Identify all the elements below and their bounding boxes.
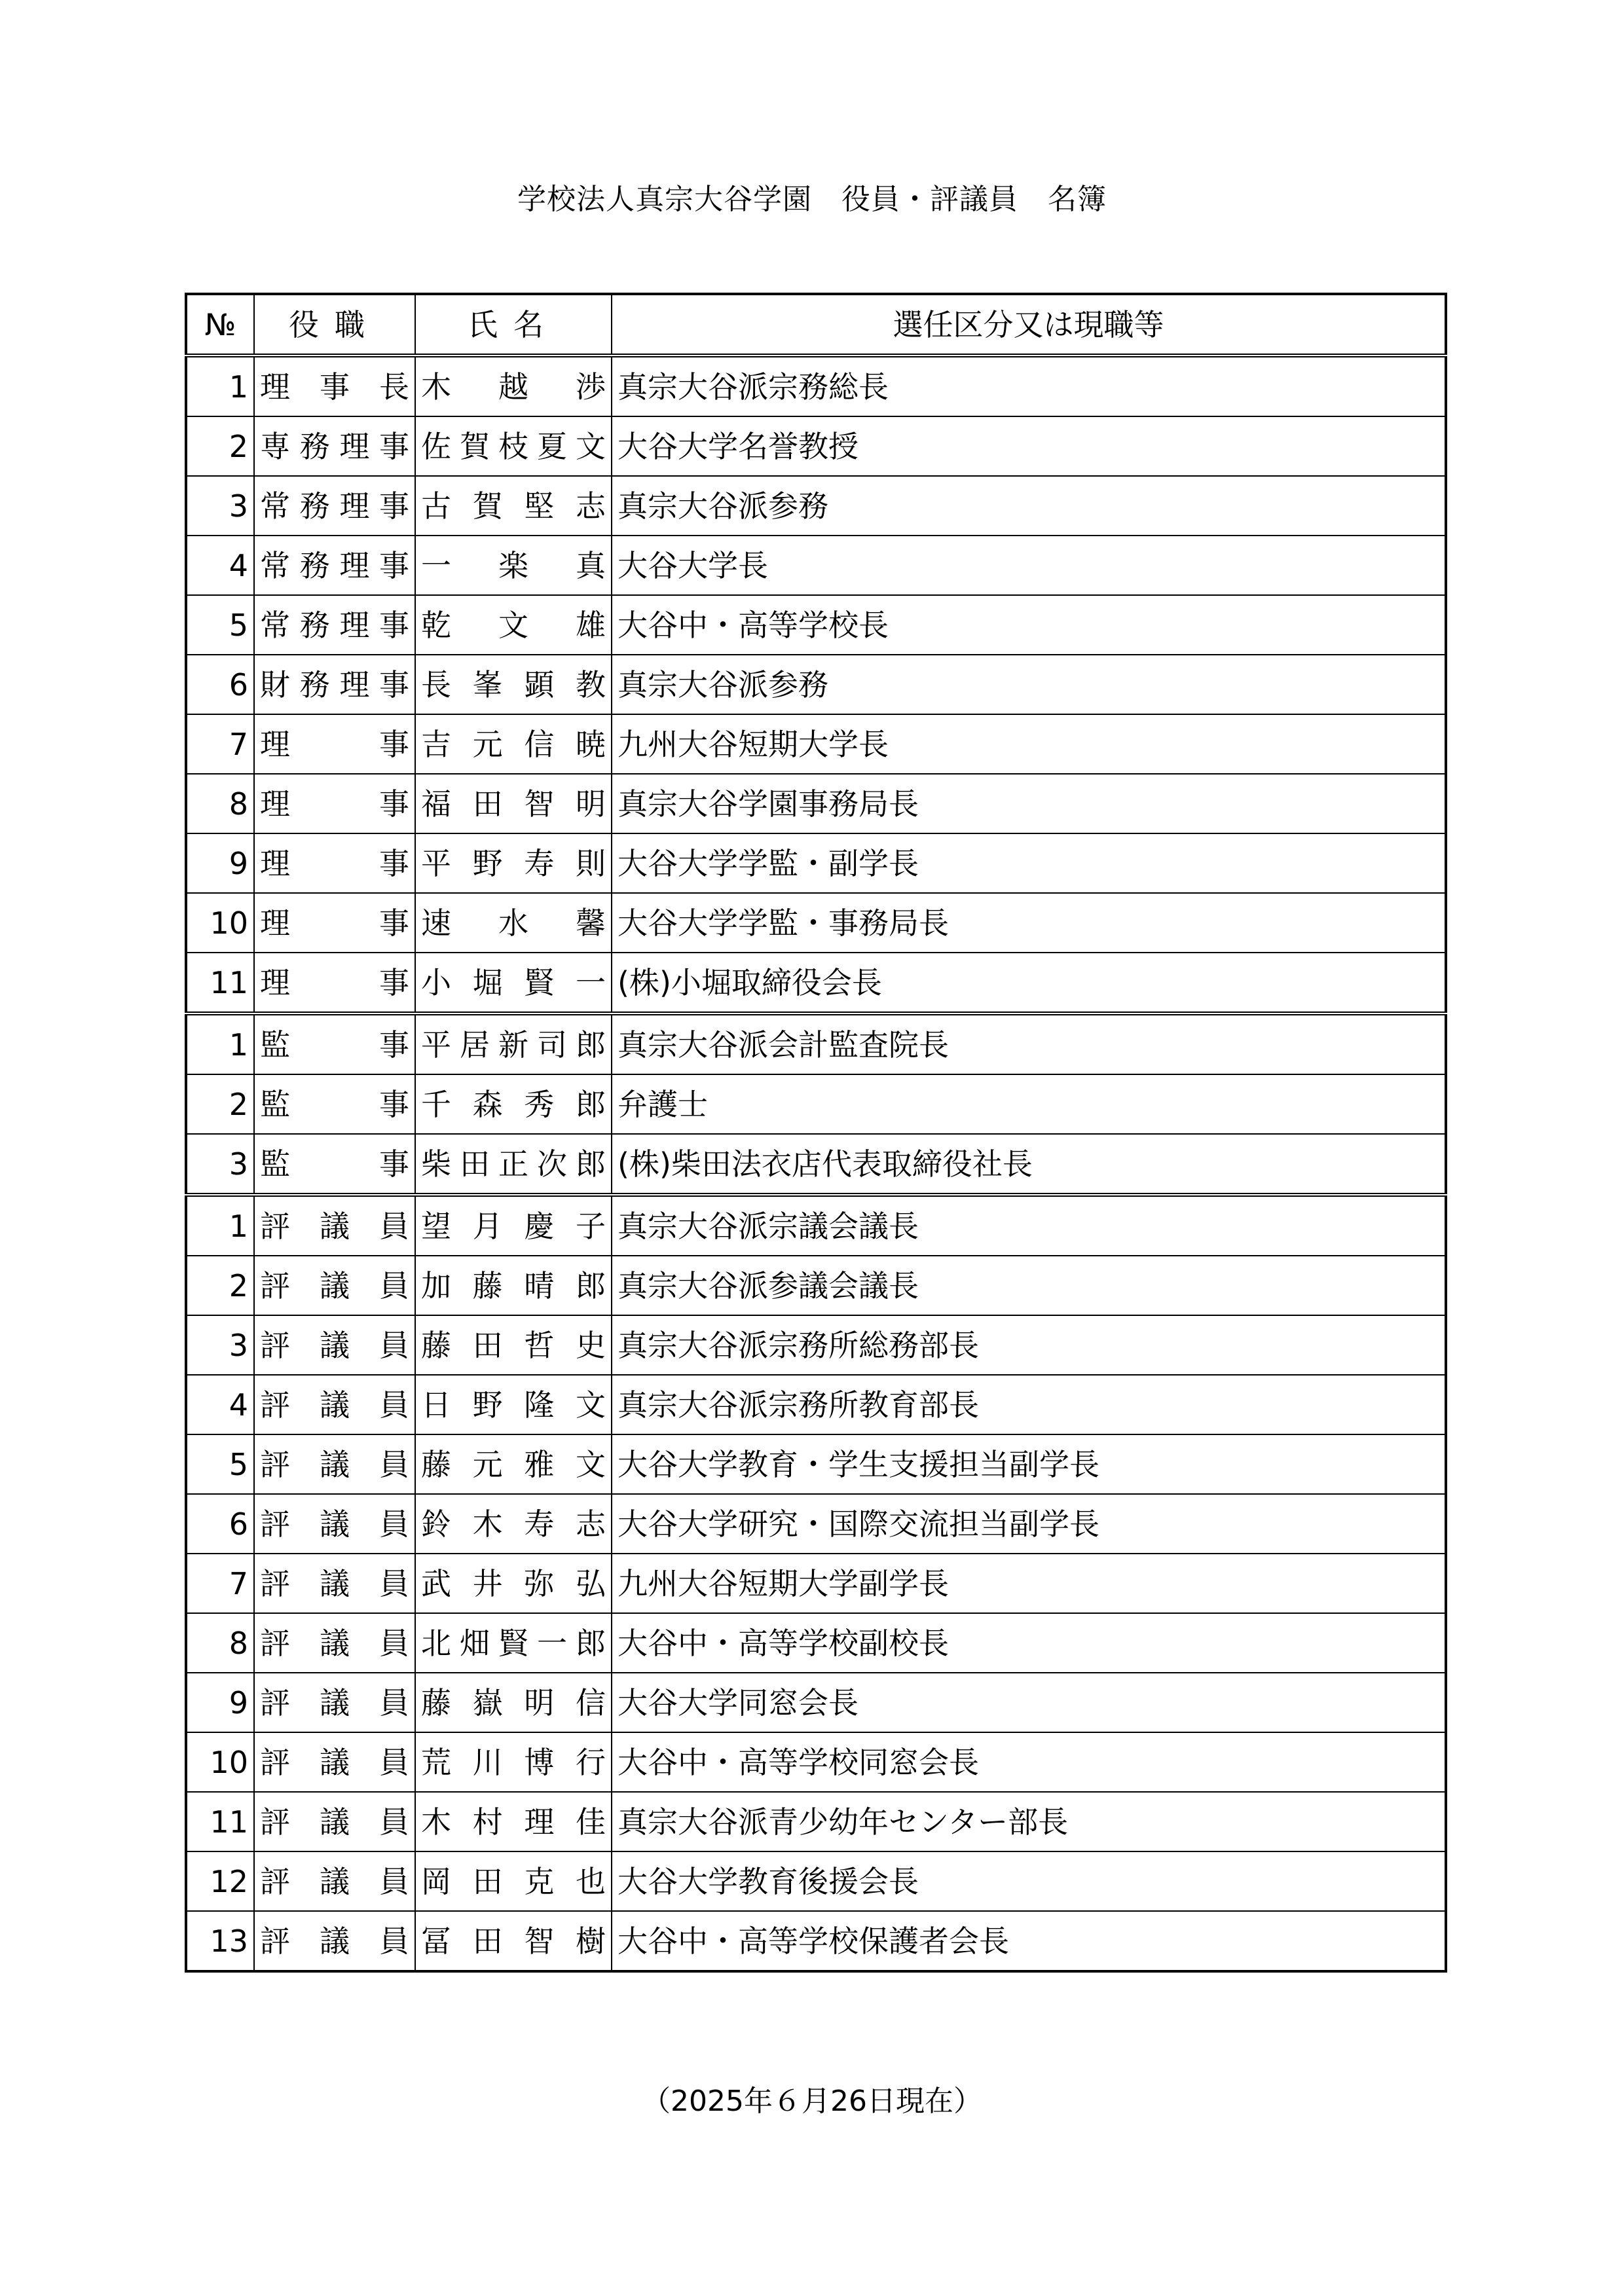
row-position: 真宗大谷派参務 [612,476,1446,536]
row-number: 13 [186,1911,254,1971]
row-name: 佐賀枝夏文 [415,416,612,476]
table-row [186,1851,1446,1911]
row-role: 評議員 [254,1434,415,1494]
row-role: 常務理事 [254,536,415,595]
row-role: 理事長 [254,355,415,416]
row-name: 藤元雅文 [415,1434,612,1494]
row-role: 監事 [254,1074,415,1134]
row-number: 6 [186,655,254,714]
row-position: 九州大谷短期大学長 [612,714,1446,774]
table-row [186,1494,1446,1554]
row-position: 真宗大谷派参議会議長 [612,1256,1446,1315]
row-role: 理事 [254,833,415,893]
row-role: 理事 [254,714,415,774]
row-role: 評議員 [254,1256,415,1315]
row-number: 3 [186,476,254,536]
row-role: 常務理事 [254,595,415,655]
row-position: 大谷中・高等学校長 [612,595,1446,655]
row-name: 日野隆文 [415,1375,612,1434]
row-name: 岡田克也 [415,1851,612,1911]
row-name: 長峯顕教 [415,655,612,714]
table-row [186,1315,1446,1375]
table-row [186,774,1446,833]
table-row [186,1732,1446,1792]
row-position: 真宗大谷学園事務局長 [612,774,1446,833]
table-row [186,355,1446,416]
row-position: 大谷大学同窓会長 [612,1673,1446,1732]
row-name: 速水馨 [415,893,612,953]
row-number: 5 [186,595,254,655]
row-number: 1 [186,1013,254,1074]
header-desc: 選任区分又は現職等 [612,294,1446,355]
row-number: 2 [186,1074,254,1134]
row-name: 小堀賢一 [415,953,612,1013]
row-name: 乾文雄 [415,595,612,655]
header-no: № [186,294,254,355]
row-name: 藤嶽明信 [415,1673,612,1732]
row-role: 評議員 [254,1673,415,1732]
row-number: 1 [186,355,254,416]
row-number: 6 [186,1494,254,1554]
row-role: 評議員 [254,1195,415,1256]
row-role: 評議員 [254,1732,415,1792]
row-number: 9 [186,833,254,893]
table-body [186,355,1446,1971]
row-name: 一楽真 [415,536,612,595]
row-position: 真宗大谷派参務 [612,655,1446,714]
row-role: 評議員 [254,1851,415,1911]
row-position: 大谷大学長 [612,536,1446,595]
table-row [186,953,1446,1013]
row-position: 大谷大学研究・国際交流担当副学長 [612,1494,1446,1554]
row-position: 真宗大谷派宗務所教育部長 [612,1375,1446,1434]
table-row [186,1673,1446,1732]
row-name: 藤田哲史 [415,1315,612,1375]
row-role: 専務理事 [254,416,415,476]
row-position: 真宗大谷派青少幼年センター部長 [612,1792,1446,1851]
row-position: 大谷大学学監・副学長 [612,833,1446,893]
row-role: 評議員 [254,1911,415,1971]
row-position: 真宗大谷派宗議会議長 [612,1195,1446,1256]
row-position: 大谷大学教育・学生支援担当副学長 [612,1434,1446,1494]
row-name: 千森秀郎 [415,1074,612,1134]
row-number: 11 [186,953,254,1013]
row-role: 評議員 [254,1613,415,1673]
row-number: 10 [186,1732,254,1792]
row-number: 2 [186,416,254,476]
row-name: 木村理佳 [415,1792,612,1851]
row-name: 吉元信暁 [415,714,612,774]
row-number: 8 [186,774,254,833]
table-row [186,595,1446,655]
row-position: 大谷大学名誉教授 [612,416,1446,476]
row-number: 9 [186,1673,254,1732]
row-role: 常務理事 [254,476,415,536]
row-name: 平野寿則 [415,833,612,893]
header-role: 役職 [254,294,415,355]
table-row [186,536,1446,595]
row-position: 真宗大谷派宗務総長 [612,355,1446,416]
table-row [186,1792,1446,1851]
roster-table [185,293,1447,1973]
row-position: (株)柴田法衣店代表取締役社長 [612,1134,1446,1195]
row-name: 武井弥弘 [415,1554,612,1613]
table-row [186,1256,1446,1315]
row-number: 4 [186,1375,254,1434]
row-number: 2 [186,1256,254,1315]
row-position: 大谷大学学監・事務局長 [612,893,1446,953]
as-of-date: （2025年６月26日現在） [642,2085,982,2118]
table-row [186,476,1446,536]
row-role: 評議員 [254,1315,415,1375]
row-role: 財務理事 [254,655,415,714]
header-row [186,294,1446,355]
page-title: 学校法人真宗大谷学園 役員・評議員 名簿 [517,183,1107,216]
row-role: 監事 [254,1013,415,1074]
row-role: 監事 [254,1134,415,1195]
table-row [186,1134,1446,1195]
table-row [186,833,1446,893]
table-row [186,893,1446,953]
table-row [186,1195,1446,1256]
row-position: 大谷中・高等学校副校長 [612,1613,1446,1673]
row-position: 真宗大谷派会計監査院長 [612,1013,1446,1074]
row-number: 3 [186,1315,254,1375]
row-number: 1 [186,1195,254,1256]
row-position: 大谷中・高等学校同窓会長 [612,1732,1446,1792]
table-row [186,1554,1446,1613]
row-number: 11 [186,1792,254,1851]
row-number: 5 [186,1434,254,1494]
table-row [186,1013,1446,1074]
table-row [186,416,1446,476]
row-name: 平居新司郎 [415,1013,612,1074]
table-row [186,1434,1446,1494]
row-number: 7 [186,1554,254,1613]
row-position: 弁護士 [612,1074,1446,1134]
table-row [186,1074,1446,1134]
row-role: 理事 [254,774,415,833]
table-row [186,655,1446,714]
row-name: 加藤晴郎 [415,1256,612,1315]
row-role: 評議員 [254,1554,415,1613]
row-position: 大谷大学教育後援会長 [612,1851,1446,1911]
row-name: 木越渉 [415,355,612,416]
row-name: 冨田智樹 [415,1911,612,1971]
row-role: 理事 [254,893,415,953]
row-name: 望月慶子 [415,1195,612,1256]
row-position: (株)小堀取締役会長 [612,953,1446,1013]
table-header [186,294,1446,355]
table-row [186,714,1446,774]
row-number: 4 [186,536,254,595]
row-role: 理事 [254,953,415,1013]
row-position: 九州大谷短期大学副学長 [612,1554,1446,1613]
row-position: 大谷中・高等学校保護者会長 [612,1911,1446,1971]
table-row [186,1375,1446,1434]
row-role: 評議員 [254,1494,415,1554]
header-name: 氏名 [415,294,612,355]
row-position: 真宗大谷派宗務所総務部長 [612,1315,1446,1375]
row-number: 7 [186,714,254,774]
row-role: 評議員 [254,1375,415,1434]
table-row [186,1911,1446,1971]
row-number: 8 [186,1613,254,1673]
row-name: 荒川博行 [415,1732,612,1792]
row-role: 評議員 [254,1792,415,1851]
row-name: 福田智明 [415,774,612,833]
row-number: 10 [186,893,254,953]
row-number: 12 [186,1851,254,1911]
table-row [186,1613,1446,1673]
row-number: 3 [186,1134,254,1195]
row-name: 古賀堅志 [415,476,612,536]
row-name: 柴田正次郎 [415,1134,612,1195]
row-name: 鈴木寿志 [415,1494,612,1554]
row-name: 北畑賢一郎 [415,1613,612,1673]
